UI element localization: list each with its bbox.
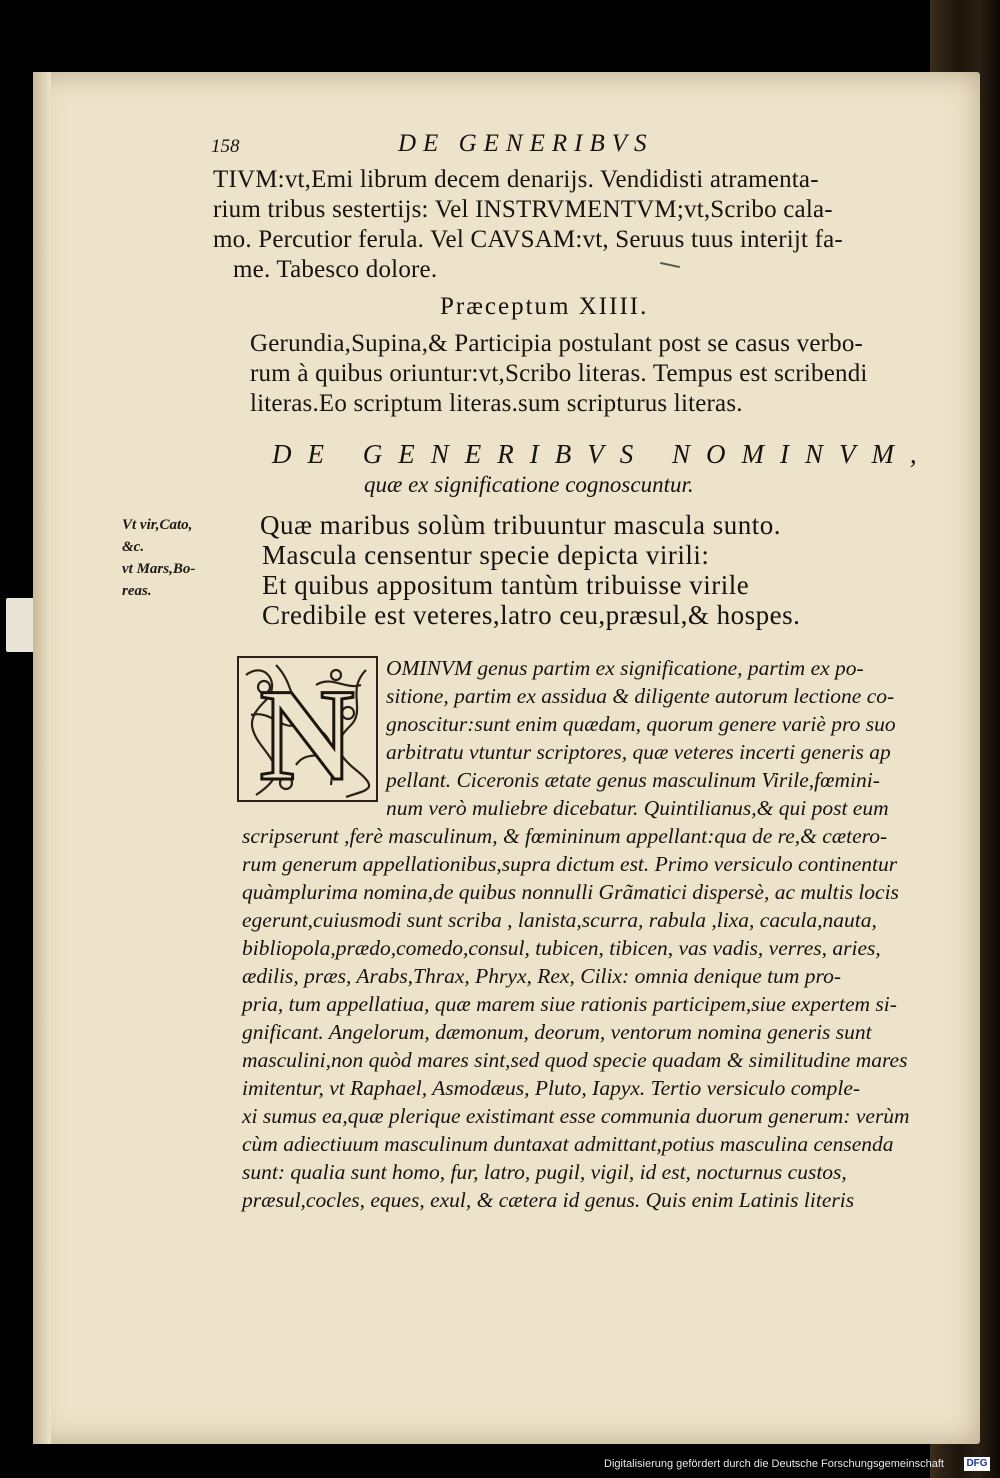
dfg-logo: DFG (964, 1457, 990, 1471)
commentary-line: scripserunt ,ferè masculinum, & fœmininum appellant:qua de re,& cætero- (242, 824, 888, 848)
commentary-line: gnoscitur:sunt enim quædam, quorum genere variè pro suo (386, 712, 896, 736)
margin-note: vt Mars,Bo- (122, 561, 196, 577)
commentary-line: sunt: qualia sunt homo, fur, latro, pugil, vigil, id est, nocturnus custos, (242, 1160, 847, 1184)
page-gutter (33, 72, 51, 1444)
precept-line: Gerundia,Supina,& Participia postulant post se casus verbo- (250, 330, 864, 357)
top-paragraph-line: TIVM:vt,Emi librum decem denarijs. Vendidisti atramenta- (213, 166, 819, 193)
top-paragraph-line: mo. Percutior ferula. Vel CAVSAM:vt, Seruus tuus interijt fa- (213, 226, 843, 253)
commentary-line: OMINVM genus partim ex significatione, partim ex po- (386, 656, 864, 680)
verse-line: Credibile est veteres,latro ceu,præsul,& hospes. (262, 600, 801, 630)
commentary-line: pellant. Ciceronis ætate genus masculinum Virile,fœmini- (386, 768, 880, 792)
foliage-ornament-icon (236, 655, 379, 803)
commentary-line: ædilis, præs, Arabs,Thrax, Phryx, Rex, Cilix: omnia denique tum pro- (242, 964, 841, 988)
decorated-initial (236, 655, 379, 803)
digitization-credit: Digitalisierung gefördert durch die Deutsche Forschungsgemeinschaft (604, 1458, 944, 1470)
section-title: DE GENERIBVS NOMINVM, (272, 439, 933, 469)
commentary-line: imitentur, vt Raphael, Asmodæus, Pluto, Iapyx. Tertio versiculo comple- (242, 1076, 861, 1100)
commentary-line: masculini,non quòd mares sint,sed quod specie quadam & similitudine mares (242, 1048, 908, 1072)
verse-line: Quæ maribus solùm tribuuntur mascula sunto. (260, 510, 781, 540)
commentary-line: cùm adiectiuum masculinum duntaxat admittant,potius masculina censenda (242, 1132, 894, 1156)
page-number: 158 (211, 136, 240, 157)
margin-note: Vt vir,Cato, (122, 517, 193, 533)
margin-note: reas. (122, 583, 152, 599)
commentary-line: egerunt,cuiusmodi sunt scriba , lanista,scurra, rabula ,lixa, cacula,nauta, (242, 908, 877, 932)
top-paragraph-line: rium tribus sestertijs: Vel INSTRVMENTVM;vt,Scribo cala- (213, 196, 833, 223)
commentary-line: præsul,cocles, eques, exul, & cætera id genus. Quis enim Latinis literis (242, 1188, 855, 1212)
running-head: DE GENERIBVS (398, 130, 654, 157)
top-paragraph-line: me. Tabesco dolore. (233, 256, 438, 283)
initial-letter: N (259, 661, 355, 803)
commentary-line: pria, tum appellatiua, quæ marem siue rationis participem,siue expertem si- (242, 992, 897, 1016)
commentary-line: num verò muliebre dicebatur. Quintilianus,& qui post eum (386, 796, 889, 820)
commentary-line: quàmplurima nomina,de quibus nonnulli Grãmatici dispersè, ac multis locis (242, 880, 899, 904)
precept-line: literas.Eo scriptum literas.sum scripturus literas. (250, 390, 743, 417)
commentary-line: gnificant. Angelorum, dæmonum, deorum, ventorum nomina generis sunt (242, 1020, 872, 1044)
commentary-line: xi sumus ea,quæ plerique existimant esse communia duorum generum: verùm (242, 1104, 910, 1128)
verse-line: Et quibus appositum tantùm tribuisse virile (262, 570, 750, 600)
section-subtitle: quæ ex significatione cognoscuntur. (364, 472, 694, 497)
precept-title: Præceptum XIIII. (440, 293, 649, 320)
commentary-line: arbitratu vtuntur scriptores, quæ veteres incerti generis ap (386, 740, 891, 764)
verse-line: Mascula censentur specie depicta virili: (262, 540, 710, 570)
precept-line: rum à quibus oriuntur:vt,Scribo literas. Tempus est scribendi (250, 360, 868, 387)
margin-note: &c. (122, 539, 145, 555)
commentary-line: rum generum appellationibus,supra dictum est. Primo versiculo continentur (242, 852, 898, 876)
commentary-line: sitione, partim ex assidua & diligente autorum lectione co- (386, 684, 895, 708)
commentary-line: bibliopola,prædo,comedo,consul, tubicen, tibicen, vas vadis, verres, aries, (242, 936, 881, 960)
